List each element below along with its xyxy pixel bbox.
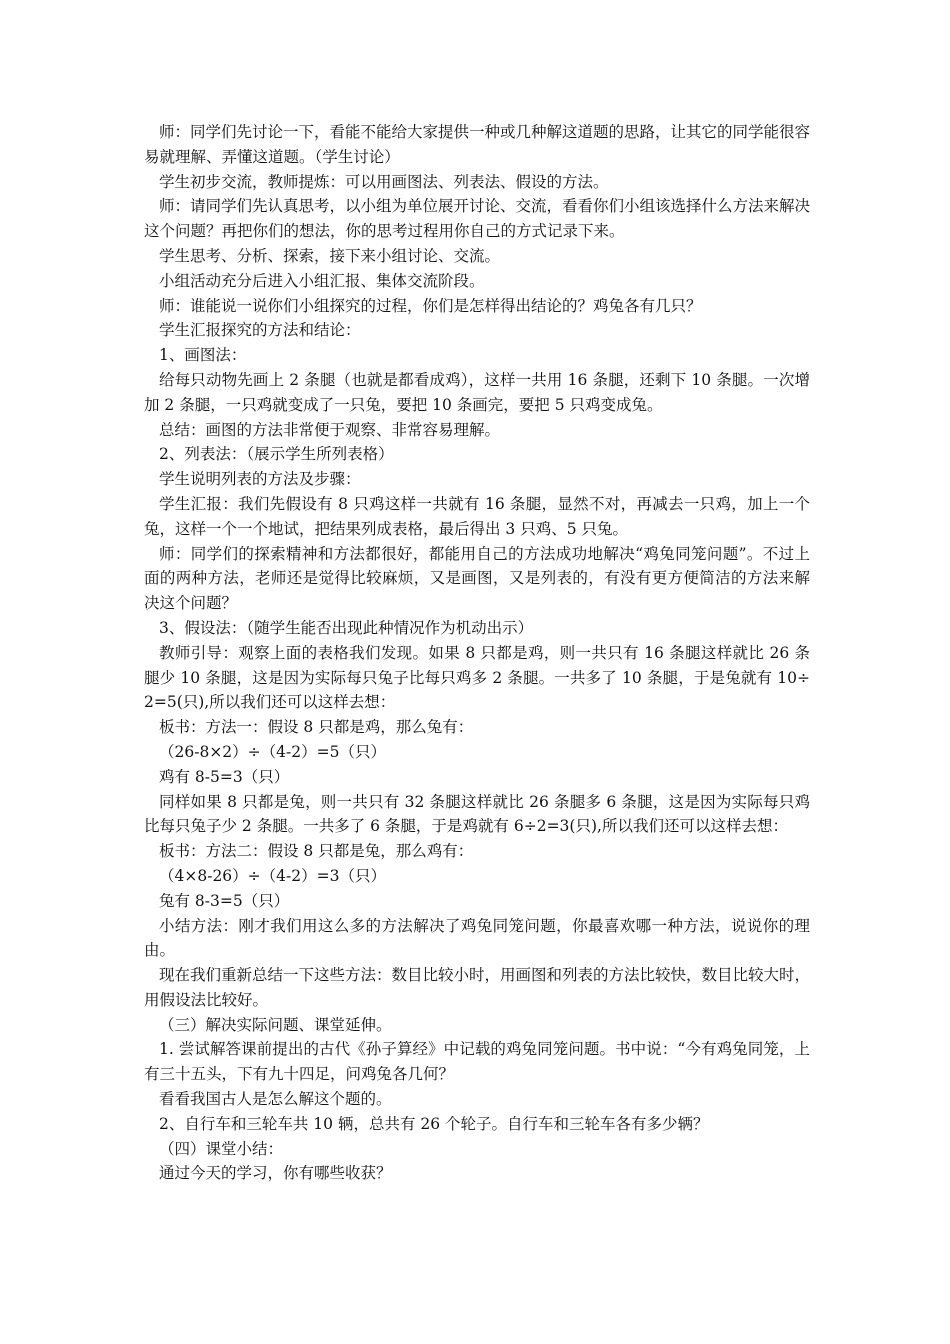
paragraph: 同样如果 8 只都是兔，则一共只有 32 条腿这样就比 26 条腿多 6 条腿，这是因为实际每只鸡比每只兔子少 2 条腿。一共多了 6 条腿，于是鸡就有 6÷2=3(只),所以我们还可以这样去想：: [144, 792, 810, 836]
section-heading: （四）课堂小结：: [159, 1139, 284, 1158]
formula: 兔有 8-3=5（只）: [159, 891, 290, 910]
paragraph: 学生汇报：我们先假设有 8 只鸡这样一共就有 16 条腿，显然不对，再减去一只鸡，加上一个兔，这样一个一个地试，把结果列成表格，最后得出 3 只鸡、5 只兔。: [144, 494, 810, 538]
section-heading: 3、假设法：（随学生能否出现此种情况作为机动出示）: [159, 618, 534, 637]
paragraph: 通过今天的学习，你有哪些收获？: [159, 1164, 392, 1183]
formula: （26-8×2）÷（4-2）=5（只）: [159, 742, 386, 761]
paragraph: 师：谁能说一说你们小组探究的过程，你们是怎样得出结论的？鸡兔各有几只？: [159, 296, 702, 315]
paragraph: 学生汇报探究的方法和结论：: [159, 321, 361, 340]
paragraph: 小结方法：刚才我们用这么多的方法解决了鸡兔同笼问题，你最喜欢哪一种方法，说说你的理由。: [144, 916, 810, 960]
formula: （4×8-26）÷（4-2）=3（只）: [159, 866, 386, 885]
paragraph: 2、自行车和三轮车共 10 辆，总共有 26 个轮子。自行车和三轮车各有多少辆？: [159, 1114, 709, 1133]
paragraph: 学生思考、分析、探索，接下来小组讨论、交流。: [159, 246, 501, 265]
paragraph: 师：请同学们先认真思考，以小组为单位展开讨论、交流，看看你们小组该选择什么方法来解决这个问题？再把你们的想法，你的思考过程用你自己的方式记录下来。: [144, 197, 811, 241]
paragraph: 总结：画图的方法非常便于观察、非常容易理解。: [159, 420, 501, 439]
paragraph: 给每只动物先画上 2 条腿（也就是都看成鸡），这样一共用 16 条腿，还剩下 10 条腿。一次增加 2 条腿，一只鸡就变成了一只兔，要把 10 条画完，要把 5 只鸡变成兔。: [144, 370, 810, 414]
paragraph: 1. 尝试解答课前提出的古代《孙子算经》中记载的鸡兔同笼问题。书中说：“今有鸡兔同笼，上有三十五头，下有九十四足，问鸡兔各几何？: [144, 1040, 810, 1084]
paragraph: 教师引导：观察上面的表格我们发现。如果 8 只都是鸡，则一共只有 16 条腿这样就比 26 条腿少 10 条腿，这是因为实际每只兔子比每只鸡多 2 条腿。一共多了 10 条腿，于是兔就有 10÷2=5(只),所以我们还可以这样去想：: [144, 643, 810, 712]
paragraph: 师：同学们的探索精神和方法都很好，都能用自己的方法成功地解决“鸡兔同笼问题”。不过上面的两种方法，老师还是觉得比较麻烦，又是画图，又是列表的，有没有更方便简洁的方法来解决这个问题？: [144, 544, 810, 613]
document-body: [144, 120, 810, 1186]
paragraph: 小组活动充分后进入小组汇报、集体交流阶段。: [159, 271, 485, 290]
paragraph: 师：同学们先讨论一下，看能不能给大家提供一种或几种解这道题的思路，让其它的同学能很容易就理解、弄懂这道题。（学生讨论）: [144, 123, 811, 166]
paragraph: 板书：方法一：假设 8 只都是鸡，那么兔有：: [159, 718, 474, 737]
section-heading: （三）解决实际问题、课堂延伸。: [159, 1015, 392, 1034]
paragraph: 看看我国古人是怎么解这个题的。: [159, 1090, 392, 1109]
paragraph: 板书：方法二：假设 8 只都是兔，那么鸡有：: [159, 842, 474, 861]
section-heading: 2、列表法：（展示学生所列表格）: [159, 445, 394, 464]
paragraph: 现在我们重新总结一下这些方法：数目比较小时，用画图和列表的方法比较快，数目比较大时，用假设法比较好。: [144, 966, 811, 1009]
paragraph: 学生说明列表的方法及步骤：: [159, 470, 361, 489]
paragraph: 学生初步交流，教师提炼：可以用画图法、列表法、假设的方法。: [159, 172, 609, 191]
section-heading: 1、画图法：: [159, 346, 247, 365]
formula: 鸡有 8-5=3（只）: [159, 767, 290, 786]
